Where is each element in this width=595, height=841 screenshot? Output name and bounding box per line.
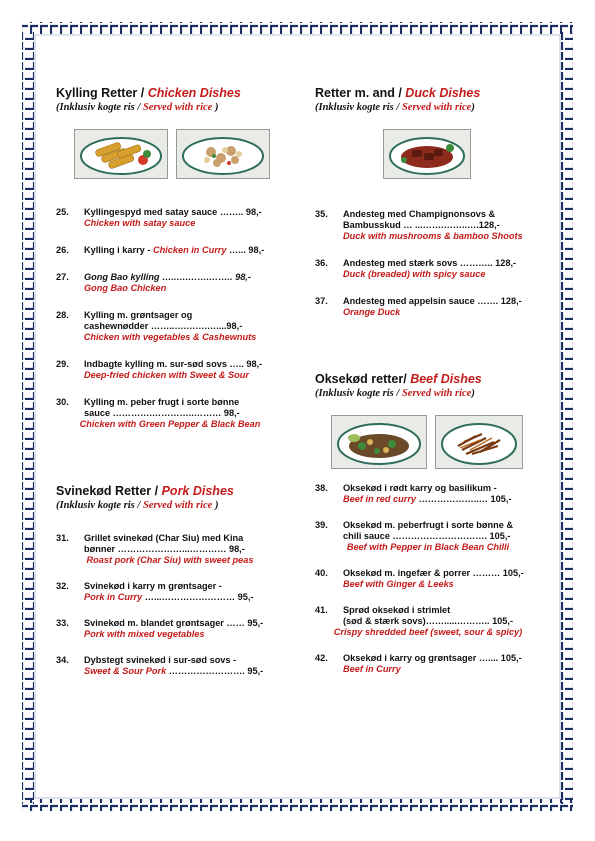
sub-dk: (Inklusiv kogte ris / [56,102,143,113]
item-number: 41. [315,605,328,615]
item-en: Chicken in Curry [152,245,227,255]
item-dk: Gong Bao kylling …..….…….…….. 98,- [84,272,251,282]
item-number: 28. [56,310,69,320]
item-price: ………………..… 105,- [416,494,512,504]
item-number: 35. [315,209,328,219]
item-number: 38. [315,483,328,493]
item-dk: Svinekød i karry m grøntsager - [84,581,222,591]
menu-item [315,520,541,553]
spring-rolls-dish-icon [74,129,168,179]
section-subtitle [315,102,541,113]
beef-photos [331,415,541,469]
item-dk: Grillet svinekød (Char Siu) med Kina bønner …………………...………… 98,- [84,533,245,554]
menu-item [56,533,284,566]
sub-en: Served with rice [142,500,213,511]
right-column [315,86,541,675]
item-en-line [84,592,284,603]
sub-en: Served with rice [401,388,472,399]
title-en: Chicken Dishes [147,86,241,100]
item-number: 31. [56,533,69,543]
item-dk: Oksekød m. peberfrugt i sorte bønne & chili sauce …………………………. 105,- [343,520,513,541]
item-number: 37. [315,296,328,306]
section-subtitle [315,388,541,399]
item-en: Crispy shredded beef (sweet, sour & spicy) [333,627,523,637]
item-price: …...…………………… 95,- [142,592,254,602]
item-dk: Dybstegt svinekød i sur-sød sovs - [84,655,237,665]
chicken-cashew-dish-icon [176,129,270,179]
item-en: Chicken with vegetables & Cashewnuts [83,332,257,342]
item-en: Chicken with Green Pepper & Black Bean [79,419,261,429]
sub-end: ) [471,102,475,113]
menu-item [56,655,284,677]
item-number: 39. [315,520,328,530]
menu-item [56,581,284,603]
item-dk: Indbagte kylling m. sur-sød sovs ….. 98,- [84,359,263,369]
item-dk-line [84,245,284,256]
item-en: Beef in Curry [343,664,401,674]
title-dk: Oksekød retter/ [315,372,411,386]
duck-items [315,209,541,318]
item-en: Beef with Ginger & Leeks [343,579,454,589]
section-subtitle [56,500,284,511]
item-dk: Kylling i karry - [84,245,153,255]
item-en: Duck with mushrooms & bamboo Shoots [343,231,523,241]
item-dk: Kylling m. peber frugt i sorte bønne sauce ………….…………..……… 98,- [84,397,240,418]
sub-end: ) [212,102,219,113]
item-dk: Kylling m. grøntsager og cashewnødder ……..….…….…....98,- [84,310,243,331]
title-dk: Svinekød Retter / [56,484,162,498]
item-dk: Svinekød m. blandet grøntsager …… 95,- [84,618,264,628]
item-en-line [84,666,284,677]
sub-dk: (Inklusiv kogte ris / [315,102,402,113]
item-en: Gong Bao Chicken [84,283,167,293]
menu-item [315,653,541,675]
menu-item [56,245,284,256]
beef-section [315,372,541,675]
item-dk: Andesteg med stærk sovs ……….. 128,- [343,258,517,268]
section-title [56,86,284,100]
sub-end: ) [471,388,475,399]
item-number: 26. [56,245,69,255]
menu-item [315,605,541,638]
item-number: 33. [56,618,69,628]
menu-item [56,272,284,294]
item-dk: Sprød oksekød i strimlet (sød & stærk sovs)…….....……….. 105,- [343,605,514,626]
sub-end: ) [212,500,219,511]
chicken-items [56,207,284,430]
sub-dk: (Inklusiv kogte ris / [315,388,402,399]
chicken-photos [74,129,284,179]
menu-item [315,568,541,590]
menu-item [56,207,284,229]
item-en: Deep-fried chicken with Sweet & Sour [84,370,249,380]
duck-dish-icon [383,129,471,179]
menu-item [315,296,541,318]
item-number: 30. [56,397,69,407]
menu-item [56,359,284,381]
item-dk: Kyllingespyd med satay sauce …….. 98,- [84,207,262,217]
menu-item [56,397,284,430]
title-en: Duck Dishes [405,86,481,100]
item-en: Pork in Curry [84,592,143,602]
title-en: Pork Dishes [161,484,234,498]
item-price: ……………………. 95,- [166,666,264,676]
item-dk: Oksekød i karry og grøntsager ….... 105,- [343,653,522,663]
item-en: Roast pork (Char Siu) with sweet peas [86,555,254,565]
item-en-line [343,494,541,505]
menu-item [315,483,541,505]
title-dk: Kylling Retter / [56,86,148,100]
sub-en: Served with rice [401,102,472,113]
item-dk: Andesteg med Champignonsovs & Bambusskud … ...…….……..….128,- [343,209,500,230]
beef-items [315,483,541,675]
item-en: Orange Duck [343,307,401,317]
item-number: 42. [315,653,328,663]
item-dk: Oksekød m. ingefær & porrer ……… 105,- [343,568,524,578]
title-en: Beef Dishes [410,372,482,386]
pork-items [56,533,284,677]
item-dk: Andesteg med appelsin sauce ……. 128,- [343,296,522,306]
item-en: Chicken with satay sauce [84,218,196,228]
pork-section [56,484,284,677]
item-number: 36. [315,258,328,268]
item-number: 27. [56,272,69,282]
item-en: Beef in red curry [343,494,417,504]
item-en: Duck (breaded) with spicy sauce [343,269,486,279]
menu-item [315,258,541,280]
item-dk: Oksekød i rødt karry og basilikum - [343,483,497,493]
sub-en: Served with rice [142,102,213,113]
section-title [315,86,541,100]
item-en: Sweet & Sour Pork [84,666,167,676]
item-number: 40. [315,568,328,578]
crispy-beef-dish-icon [435,415,523,469]
chicken-section [56,86,284,430]
sub-dk: (Inklusiv kogte ris / [56,500,143,511]
beef-curry-dish-icon [331,415,427,469]
left-column [56,86,284,677]
menu-item [56,618,284,640]
item-price: …... 98,- [226,245,265,255]
item-number: 29. [56,359,69,369]
item-en: Beef with Pepper in Black Bean Chilli [346,542,510,552]
duck-photos [383,129,541,179]
item-number: 32. [56,581,69,591]
title-dk: Retter m. and / [315,86,406,100]
duck-section [315,86,541,318]
section-title [315,372,541,386]
item-number: 25. [56,207,69,217]
section-subtitle [56,102,284,113]
menu-item [56,310,284,343]
item-en: Pork with mixed vegetables [84,629,205,639]
item-number: 34. [56,655,69,665]
menu-item [315,209,541,242]
section-title [56,484,284,498]
